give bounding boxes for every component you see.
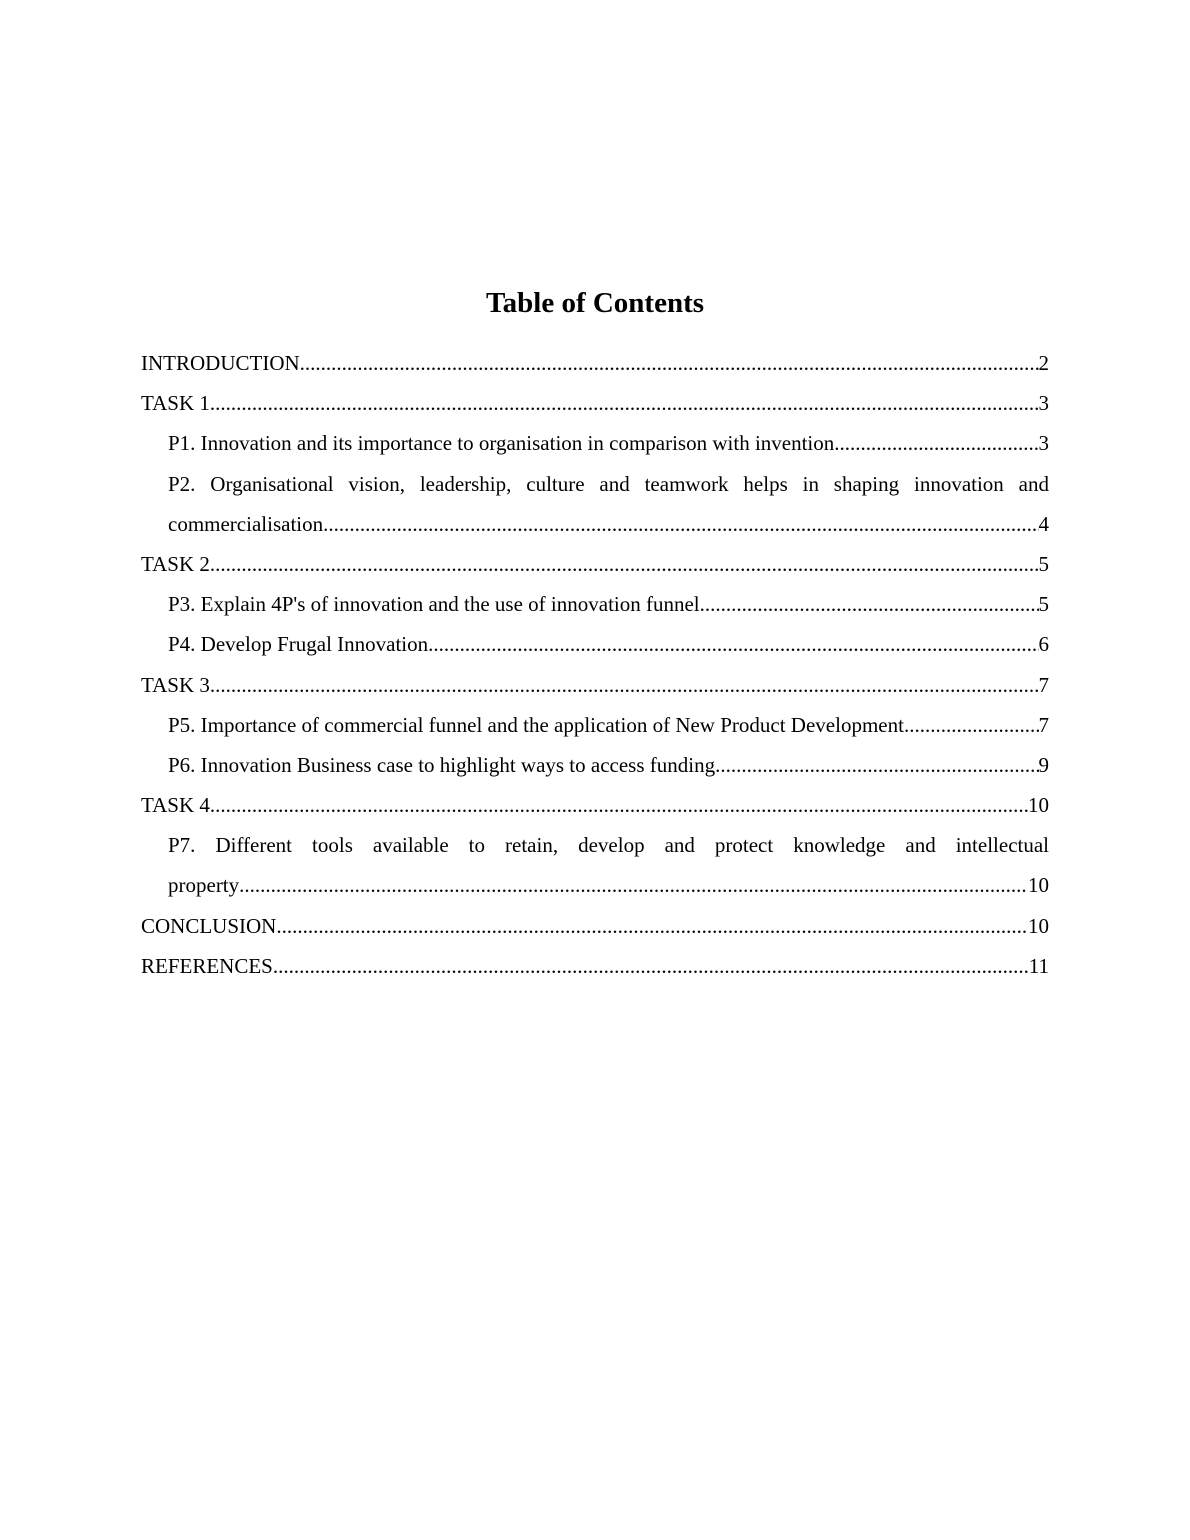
table-of-contents <box>141 343 1049 986</box>
toc-entry-p7[interactable] <box>141 825 1049 905</box>
dot-leader <box>300 343 1039 383</box>
toc-page-number: 10 <box>1028 913 1049 938</box>
toc-entry-label-line-2: property <box>168 873 240 898</box>
dot-leader <box>210 785 1028 825</box>
toc-page-number: 7 <box>1038 712 1049 737</box>
toc-entry-introduction[interactable] <box>141 343 1049 383</box>
toc-entry-label-line-1: P2. Organisational vision, leadership, culture and teamwork helps in shaping innovation and <box>168 471 1049 496</box>
dot-leader <box>904 705 1039 745</box>
toc-entry-task-1[interactable] <box>141 383 1049 423</box>
toc-entry-p6[interactable] <box>141 745 1049 785</box>
toc-entry-task-4[interactable] <box>141 785 1049 825</box>
toc-entry-p4[interactable] <box>141 624 1049 664</box>
dot-leader <box>210 665 1039 705</box>
toc-page-number: 4 <box>1038 511 1049 536</box>
toc-page-number: 3 <box>1038 431 1049 456</box>
dot-leader <box>700 584 1039 624</box>
toc-entry-label: P4. Develop Frugal Innovation <box>168 632 429 657</box>
toc-entry-label: TASK 4 <box>141 793 210 818</box>
toc-entry-label: CONCLUSION <box>141 913 277 938</box>
toc-entry-task-3[interactable] <box>141 665 1049 705</box>
dot-leader <box>323 504 1038 544</box>
toc-entry-label: INTRODUCTION <box>141 351 300 375</box>
toc-page-number: 5 <box>1038 592 1049 617</box>
dot-leader <box>834 423 1038 463</box>
toc-page-number: 2 <box>1038 351 1049 375</box>
toc-entry-label: TASK 3 <box>141 672 210 697</box>
toc-entry-p5[interactable] <box>141 705 1049 745</box>
dot-leader <box>276 906 1028 946</box>
dot-leader <box>210 544 1039 584</box>
toc-page-number: 10 <box>1028 793 1049 818</box>
toc-entry-task-2[interactable] <box>141 544 1049 584</box>
toc-entry-label: P1. Innovation and its importance to organisation in comparison with invention <box>168 431 835 456</box>
dot-leader <box>715 745 1038 785</box>
dot-leader <box>428 624 1038 664</box>
toc-page-number: 7 <box>1038 672 1049 697</box>
toc-entry-label: P5. Importance of commercial funnel and the application of New Product Development <box>168 712 904 737</box>
dot-leader <box>210 383 1039 423</box>
toc-entry-label: P6. Innovation Business case to highlight ways to access funding <box>168 752 716 777</box>
toc-page-number: 9 <box>1038 752 1049 777</box>
toc-entry-p1[interactable] <box>141 423 1049 463</box>
dot-leader <box>239 865 1028 905</box>
toc-entry-label: REFERENCES <box>141 953 273 978</box>
toc-entry-label: P3. Explain 4P's of innovation and the use of innovation funnel <box>168 592 700 617</box>
toc-entry-label: TASK 2 <box>141 551 210 576</box>
toc-page-number: 5 <box>1038 551 1049 576</box>
toc-entry-conclusion[interactable] <box>141 906 1049 946</box>
toc-page-number: 11 <box>1028 953 1049 978</box>
toc-page-number: 6 <box>1038 632 1049 657</box>
toc-entry-label: TASK 1 <box>141 391 210 416</box>
toc-page-number: 3 <box>1038 391 1049 416</box>
toc-entry-label-line-2: commercialisation <box>168 511 324 536</box>
toc-title: Table of Contents <box>485 287 705 319</box>
toc-entry-label-line-1: P7. Different tools available to retain, develop and protect knowledge and intellectual <box>168 833 1049 858</box>
toc-entry-p3[interactable] <box>141 584 1049 624</box>
dot-leader <box>273 946 1029 986</box>
toc-entry-p2[interactable] <box>141 464 1049 544</box>
toc-entry-references[interactable] <box>141 946 1049 986</box>
toc-page-number: 10 <box>1028 873 1049 898</box>
